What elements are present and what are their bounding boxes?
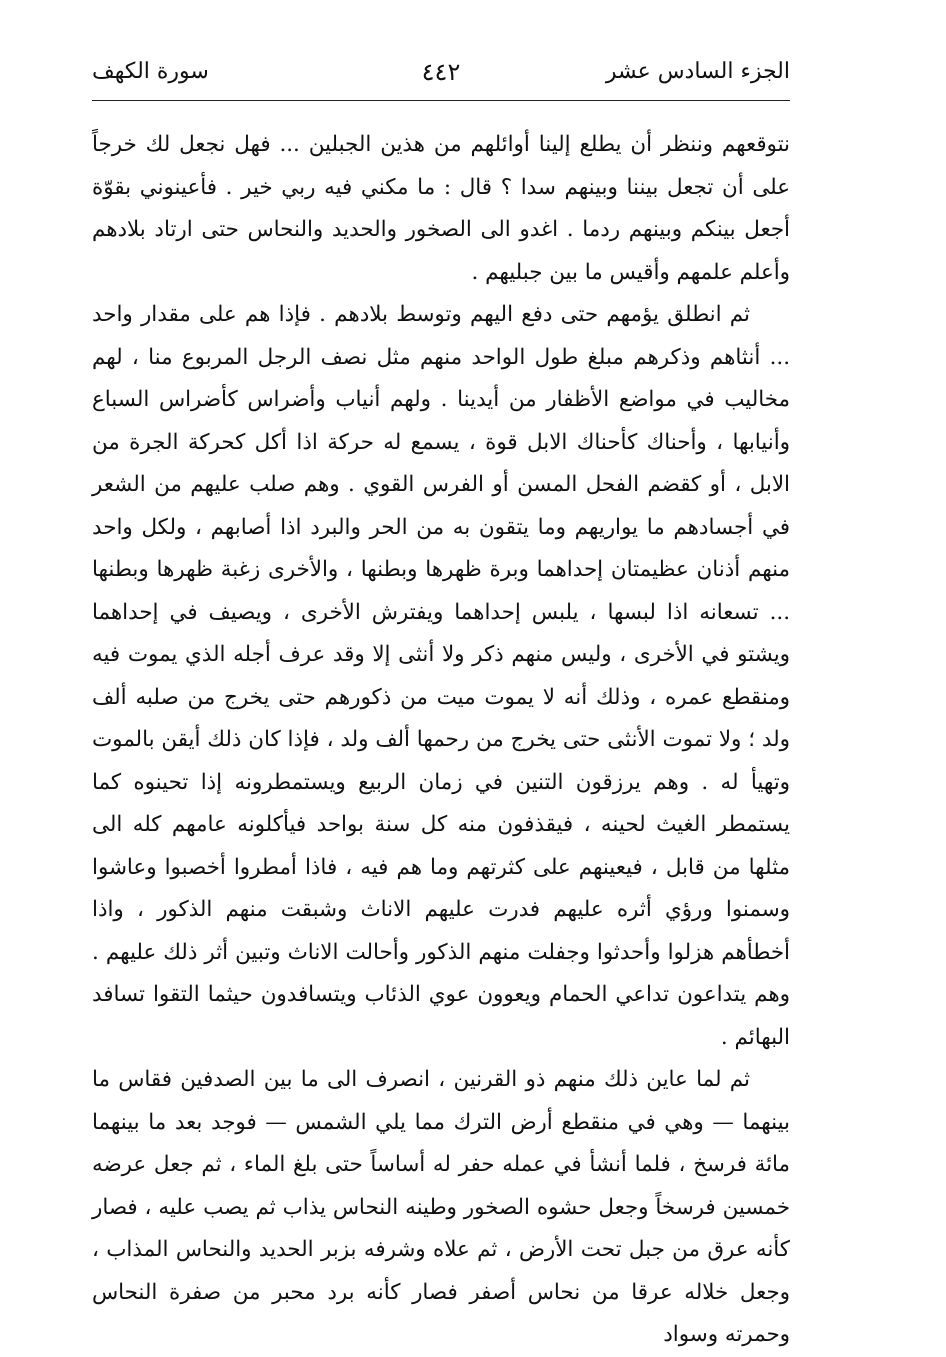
paragraph: ثم انطلق يؤمهم حتى دفع اليهم وتوسط بلادهم . فإذا هم على مقدار واحد ... أنثاهم وذكرهم مبلغ طول الواحد منهم مثل نصف الرجل المربوع منا ، لهم مخاليب في مواضع الأظفار من أيدينا . ولهم أنياب وأضراس كأضراس السباع وأنيابها ، وأحناك كأحناك الابل قوة ، يسمع له حركة اذا أكل كحركة الجرة من الابل ، أو كقضم الفحل المسن أو الفرس القوي . وهم صلب عليهم من الشعر في أجسادهم ما يواريهم وما يتقون به من الحر والبرد اذا أصابهم ، ولكل واحد منهم أذنان عظيمتان إحداهما وبرة ظهرها وبطنها ، والأخرى زغبة ظهرها وبطنها ... تسعانه اذا لبسها ، يلبس إحداهما ويفترش الأخرى ، ويصيف في إحداهما ويشتو في الأخرى ، وليس منهم ذكر ولا أنثى إلا وقد عرف أجله الذي يموت فيه ومنقطع عمره ، وذلك أنه لا يموت ميت من ذكورهم حتى يخرج من صلبه ألف ولد ؛ ولا تموت الأنثى حتى يخرج من رحمها ألف ولد ، فإذا كان ذلك أيقن بالموت وتهيأ له . وهم يرزقون التنين في زمان الربيع ويستمطرونه إذا تحينوه كما يستمطر الغيث لحينه ، فيقذفون منه كل سنة بواحد فيأكلونه عامهم كله الى مثلها من قابل ، فيعينهم على كثرتهم وما هم فيه ، فاذا أمطروا أخصبوا وعاشوا وسمنوا ورؤي أثره عليهم فدرت عليهم الاناث وشبقت منهم الذكور ، واذا أخطأهم هزلوا وأحدثوا وجفلت منهم الذكور وأحالت الاناث وتبين أثر ذلك عليهم . وهم يتداعون تداعي الحمام ويعوون عوي الذئاب ويتسافدون حيثما التقوا تسافد البهائم . xyxy=(92,302,790,1050)
surah-title: سورة الكهف xyxy=(92,59,209,84)
paragraph: نتوقعهم وننظر أن يطلع إلينا أوائلهم من هذين الجبلين ... فهل نجعل لك خرجاً على أن تجعل بيننا وبينهم سدا ؟ قال : ما مكني فيه ربي خير . فأعينوني بقوّة أجعل بينكم وبينهم ردما . اغدو الى الصخور والحديد والنحاس حتى ارتاد بلادهم وأعلم علمهم وأقيس ما بين جبليهم . xyxy=(92,132,790,285)
running-head xyxy=(92,52,790,92)
page-number: ٤٤٢ xyxy=(421,58,461,86)
paragraph: ثم لما عاين ذلك منهم ذو القرنين ، انصرف الى ما بين الصدفين فقاس ما بينهما — وهي في منقطع أرض الترك مما يلي الشمس — فوجد بعد ما بينهما مائة فرسخ ، فلما أنشأ في عمله حفر له أساساً حتى بلغ الماء ، ثم جعل عرضه خمسين فرسخاً وجعل حشوه الصخور وطينه النحاس يذاب ثم يصب عليه ، فصار كأنه عرق من جبل تحت الأرض ، ثم علاه وشرفه بزبر الحديد والنحاس المذاب ، وجعل خلاله عرقا من نحاس أصفر فصار كأنه برد محبر من صفرة النحاس وحمرته وسواد xyxy=(92,1067,790,1347)
header-rule xyxy=(92,100,790,101)
volume-title: الجزء السادس عشر xyxy=(605,59,790,84)
body-text xyxy=(92,124,790,1357)
